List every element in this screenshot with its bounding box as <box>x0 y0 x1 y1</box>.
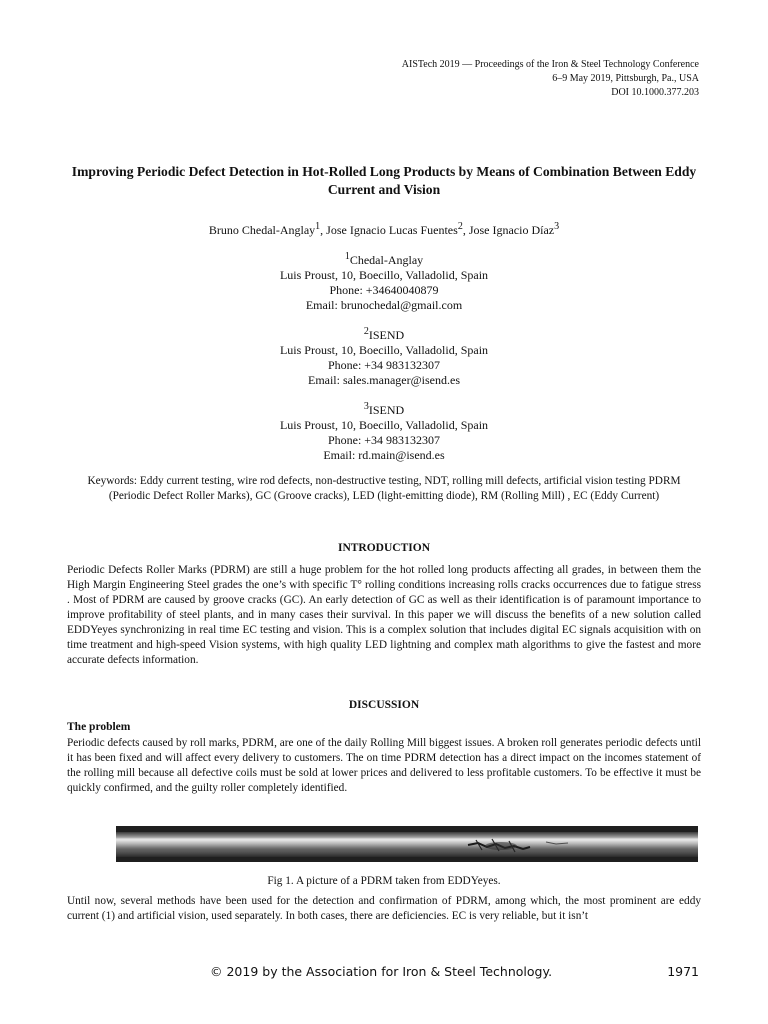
continuation-paragraph: Until now, several methods have been used for the detection and confirmation of PDRM, among which, the most prominent are eddy current (1) and artificial vision, used separately. In both cases, there are deficiencies. EC is very reliable, but it isn’t <box>67 895 701 922</box>
copyright-footer: © 2019 by the Association for Iron & Steel Technology. <box>210 964 553 979</box>
affiliation-phone: Phone: +34 983132307 <box>327 358 441 372</box>
affiliation-block <box>60 399 708 463</box>
author-name: Jose Ignacio Díaz <box>468 223 555 237</box>
conference-header <box>239 58 699 100</box>
author-list: Bruno Chedal-Anglay$^1$, Jose Ignacio Lucas Fuentes$^2$, Jose Ignacio Díaz$^3$ <box>208 221 560 237</box>
keywords-paragraph: Keywords: Eddy current testing, wire rod defects, non-destructive testing, NDT, rolling mill defects, artificial vision testing PDRM (Periodic Defect Roller Marks), GC (Groove cracks), LED (light-emitting diode), RM (Rolling Mill) , EC (Eddy Current) <box>87 475 681 502</box>
affiliation-block <box>60 249 708 313</box>
discussion-heading: DISCUSSION <box>348 699 420 711</box>
affiliation-org: ISEND <box>368 328 405 342</box>
problem-subheading: The problem <box>67 721 131 733</box>
affiliation-address: Luis Proust, 10, Boecillo, Valladolid, Spain <box>279 418 489 432</box>
header-proceedings: AISTech 2019 — Proceedings of the Iron & Steel Technology Conference <box>401 59 699 70</box>
affiliation-address: Luis Proust, 10, Boecillo, Valladolid, Spain <box>279 343 489 357</box>
affiliation-phone: Phone: +34640040879 <box>329 283 439 297</box>
affiliation-org: Chedal-Anglay <box>349 253 424 267</box>
affiliation-block <box>60 324 708 388</box>
introduction-paragraph: Periodic Defects Roller Marks (PDRM) are still a huge problem for the hot rolled long products affecting all grades, in between them the High Margin Engineering Steel grades the one’s with specific T° rolling conditions increasing rolls cracks occurrences due to fatigue stress . Most of PDRM are caused by groove cracks (GC). An early detection of GC as well as their identification is of paramount importance to improve profitability of steel plants, and in many cases their survival. In this paper we will discuss the benefits of a new solution called EDDYeyes synchronizing in real time EC testing and vision. This is a complex solution that includes digital EC signals acquisition with on time treatment and high-speed Vision systems, with high quality LED lightning and complex math algorithms to give the fastest and more accurate defects information. <box>67 564 701 666</box>
figure-caption: Fig 1. A picture of a PDRM taken from EDDYeyes. <box>267 875 501 887</box>
affiliation-mark: 2 <box>363 326 369 337</box>
affiliation-email: Email: sales.manager@isend.es <box>307 373 460 387</box>
affiliation-phone: Phone: +34 983132307 <box>327 433 441 447</box>
author-affiliation-mark: 2 <box>457 221 463 232</box>
author-affiliation-mark: 3 <box>554 221 560 232</box>
header-dates: 6–9 May 2019, Pittsburgh, Pa., USA <box>552 73 699 84</box>
problem-paragraph: Periodic defects caused by roll marks, PDRM, are one of the daily Rolling Mill biggest issues. A broken roll generates periodic defects until it has been fixed and will affect every delivery to customers. The on time PDRM detection has a direct impact on the incomes statement of the rolling mill because all defective coils must be sold at lower prices and delivered to less profitable customers. To be effective it must be quickly confirmed, and the guilty roller completely identified. <box>67 737 701 794</box>
affiliation-email: Email: brunochedal@gmail.com <box>305 298 463 312</box>
affiliation-org: ISEND <box>368 403 405 417</box>
affiliation-address: Luis Proust, 10, Boecillo, Valladolid, Spain <box>279 268 489 282</box>
affiliation-email: Email: rd.main@isend.es <box>323 448 445 462</box>
affiliation-mark: 1 <box>344 251 350 262</box>
pdrm-figure-image <box>116 826 698 862</box>
paper-title: Improving Periodic Defect Detection in Hot-Rolled Long Products by Means of Combination Between Eddy Current and Vision <box>71 164 697 197</box>
affiliation-mark: 3 <box>363 401 369 412</box>
author-name: Bruno Chedal-Anglay <box>208 223 316 237</box>
steel-bar-illustration <box>116 826 698 862</box>
introduction-heading: INTRODUCTION <box>337 542 430 554</box>
header-doi: DOI 10.1000.377.203 <box>611 87 699 98</box>
page-number: 1971 <box>667 964 699 979</box>
author-name: Jose Ignacio Lucas Fuentes <box>326 223 458 237</box>
author-affiliation-mark: 1 <box>315 221 321 232</box>
